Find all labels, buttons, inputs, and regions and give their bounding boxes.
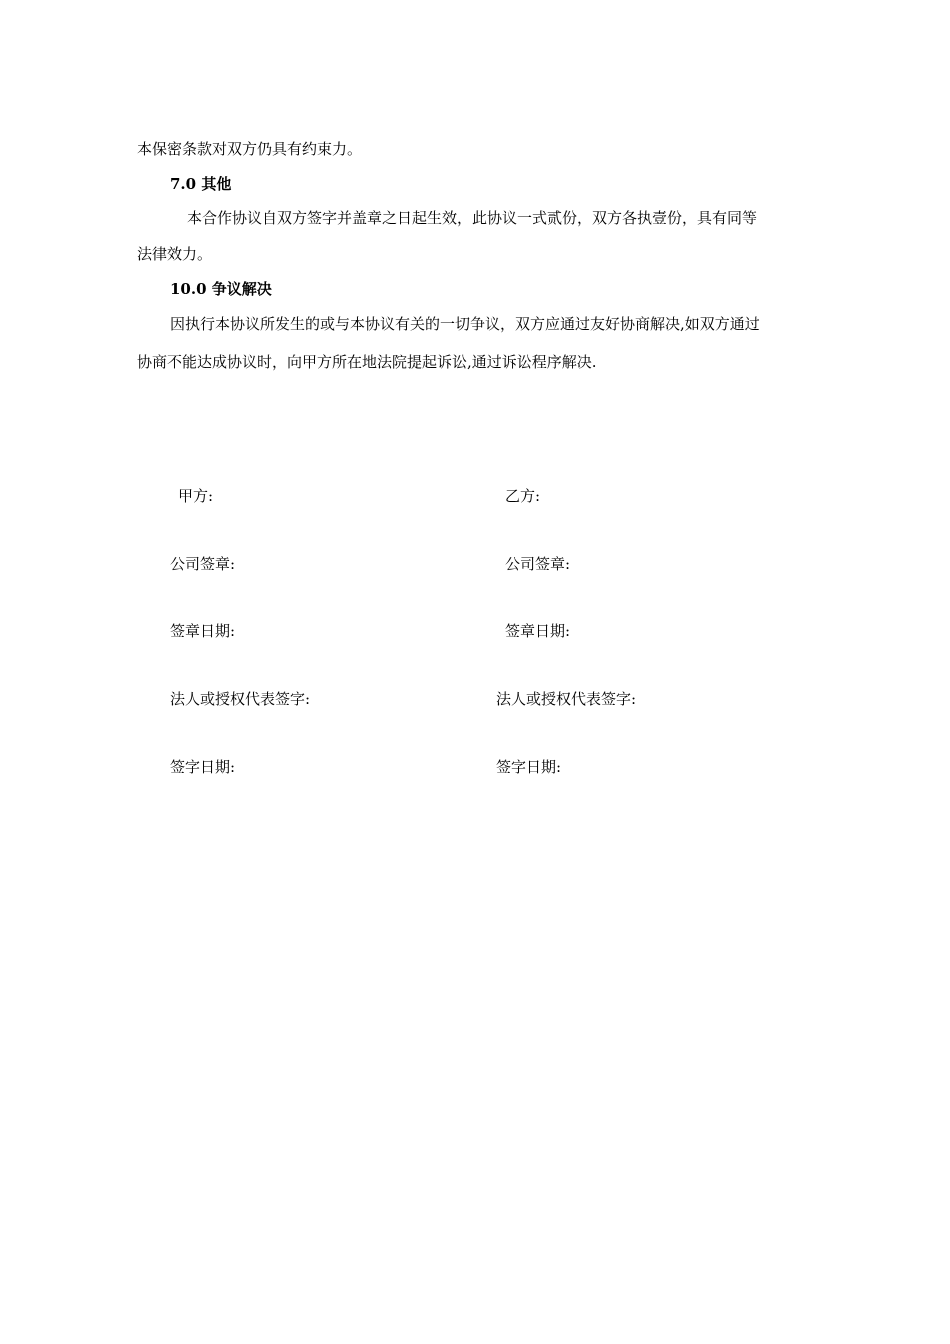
party-b-seal-date: 签章日期: <box>505 622 571 640</box>
party-b-seal: 公司签章: <box>505 555 571 573</box>
party-a-label: 甲方: <box>178 487 214 505</box>
party-b-rep-signature: 法人或授权代表签字: <box>496 690 637 708</box>
section-10-heading: 10.0 争议解决 <box>170 280 272 298</box>
section-10-paragraph-line-2: 协商不能达成协议时，向甲方所在地法院提起诉讼,通过诉讼程序解决. <box>137 353 597 371</box>
party-a-sign-date: 签字日期: <box>170 758 236 776</box>
party-a-seal: 公司签章: <box>170 555 236 573</box>
party-b-sign-date: 签字日期: <box>496 758 562 776</box>
section-7-paragraph-line-1: 本合作协议自双方签字并盖章之日起生效，此协议一式贰份，双方各执壹份，具有同等 <box>187 209 758 227</box>
section-7-heading: 7.0 其他 <box>170 175 232 193</box>
party-a-rep-signature: 法人或授权代表签字: <box>170 690 311 708</box>
section-10-paragraph-line-1: 因执行本协议所发生的或与本协议有关的一切争议，双方应通过友好协商解决,如双方通过 <box>170 315 760 333</box>
party-b-label: 乙方: <box>505 487 541 505</box>
continuation-line: 本保密条款对双方仍具有约束力。 <box>137 140 363 158</box>
party-a-seal-date: 签章日期: <box>170 622 236 640</box>
section-7-paragraph-line-2: 法律效力。 <box>137 245 213 263</box>
